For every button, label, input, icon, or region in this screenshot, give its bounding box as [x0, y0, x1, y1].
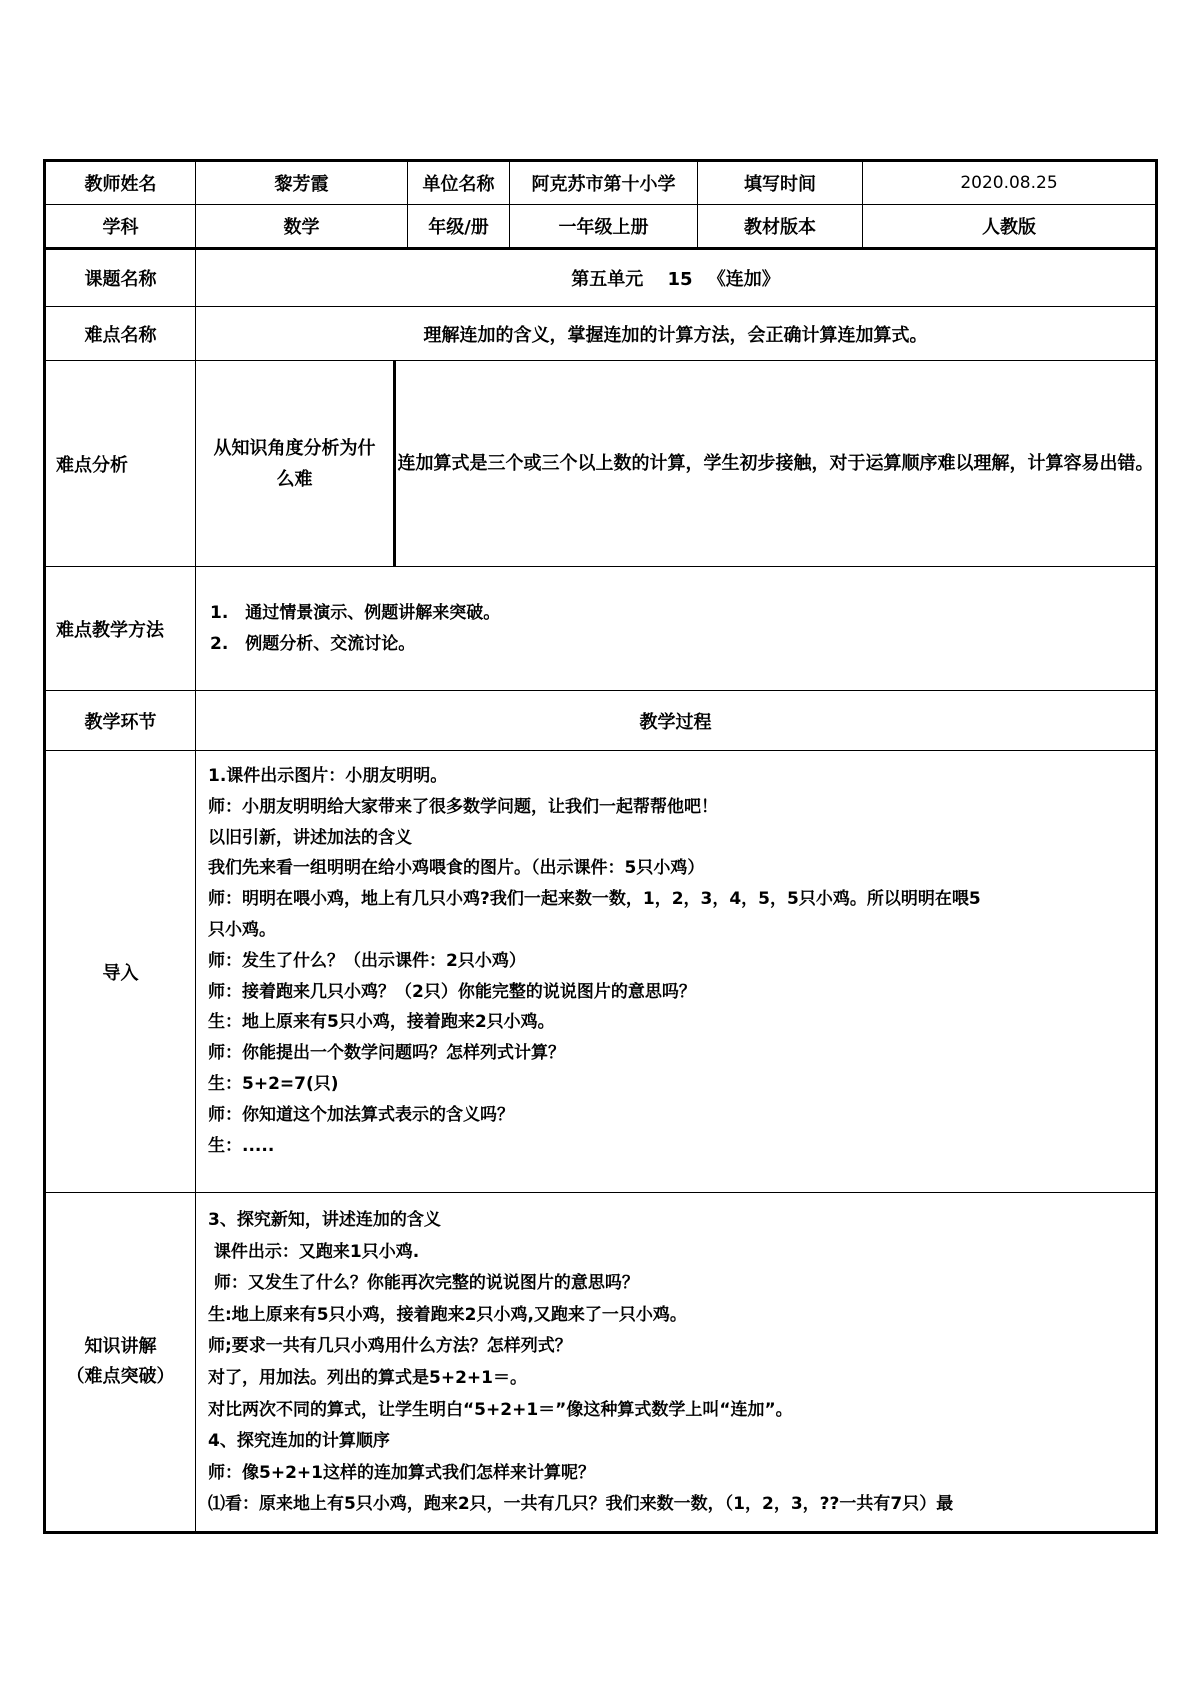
knowledge-label-line1: 知识讲解 [84, 1336, 157, 1357]
knowledge-line: 课件出示：又跑来1只小鸡. [208, 1241, 420, 1262]
knowledge-line: 生:地上原来有5只小鸡，接着跑来2只小鸡,又跑来了一只小鸡。 [208, 1304, 687, 1325]
intro-label: 导入 [45, 751, 196, 1193]
knowledge-line: 4、探究连加的计算顺序 [208, 1431, 390, 1452]
knowledge-line: 师;要求一共有几只小鸡用什么方法？怎样列式？ [208, 1336, 572, 1357]
analysis-text: 连加算式是三个或三个以上数的计算，学生初步接触，对于运算顺序难以理解，计算容易出错。 [395, 361, 1157, 567]
process-header: 教学过程 [196, 691, 1157, 751]
edition-value: 人教版 [863, 205, 1157, 249]
fill-date-value: 2020.08.25 [863, 161, 1157, 205]
method-label: 难点教学方法 [45, 567, 196, 691]
edition-label: 教材版本 [698, 205, 863, 249]
intro-line: 以旧引新，讲述加法的含义 [208, 827, 412, 848]
method-list [196, 567, 1157, 691]
topic-label: 课题名称 [45, 249, 196, 307]
teacher-name-value: 黎芳霞 [196, 161, 408, 205]
unit-name-value: 阿克苏市第十小学 [510, 161, 698, 205]
knowledge-line: 对了，用加法。列出的算式是5+2+1＝。 [208, 1367, 527, 1388]
intro-line: 生：地上原来有5只小鸡，接着跑来2只小鸡。 [208, 1012, 555, 1033]
knowledge-content [196, 1193, 1157, 1533]
subject-label: 学科 [45, 205, 196, 249]
fill-date-label: 填写时间 [698, 161, 863, 205]
knowledge-line: 师：又发生了什么？你能再次完整的说说图片的意思吗？ [208, 1273, 639, 1294]
grade-label: 年级/册 [408, 205, 510, 249]
difficulty-label: 难点名称 [45, 307, 196, 361]
difficulty-value: 理解连加的含义，掌握连加的计算方法，会正确计算连加算式。 [196, 307, 1157, 361]
intro-content [196, 751, 1157, 1193]
analysis-label: 难点分析 [45, 361, 196, 567]
method-item: 1. 通过情景演示、例题讲解来突破。 [210, 602, 501, 623]
subject-value: 数学 [196, 205, 408, 249]
intro-line: 1.课件出示图片：小朋友明明。 [208, 766, 448, 786]
topic-value: 第五单元 15 《连加》 [196, 249, 1157, 307]
knowledge-label [45, 1193, 196, 1533]
method-item: 2. 例题分析、交流讨论。 [210, 633, 416, 654]
intro-line: 只小鸡。 [208, 919, 276, 940]
knowledge-label-line2: （难点突破） [66, 1366, 175, 1387]
grade-value: 一年级上册 [510, 205, 698, 249]
knowledge-line: ⑴看：原来地上有5只小鸡，跑来2只，一共有几只？我们来数一数，（1，2，3，??一共有7只）最 [208, 1494, 954, 1515]
intro-line: 我们先来看一组明明在给小鸡喂食的图片。（出示课件：5只小鸡） [208, 858, 705, 879]
teacher-name-label: 教师姓名 [45, 161, 196, 205]
knowledge-line: 对比两次不同的算式，让学生明白“5+2+1＝”像这种算式数学上叫“连加”。 [208, 1399, 793, 1420]
intro-line: 师：接着跑来几只小鸡？（2只）你能完整的说说图片的意思吗？ [208, 981, 696, 1002]
analysis-angle: 从知识角度分析为什么难 [196, 361, 395, 567]
intro-line: 师：发生了什么？（出示课件：2只小鸡） [208, 950, 526, 971]
intro-line: 师：小朋友明明给大家带来了很多数学问题，让我们一起帮帮他吧！ [208, 796, 718, 817]
lesson-plan-table [43, 159, 1158, 1534]
knowledge-line: 3、探究新知，讲述连加的含义 [208, 1210, 441, 1230]
intro-line: 生：5+2=7(只) [208, 1073, 339, 1094]
intro-line: 师：明明在喂小鸡，地上有几只小鸡?我们一起来数一数，1，2，3，4，5，5只小鸡。所以明明在喂5 [208, 889, 981, 910]
knowledge-line: 师：像5+2+1这样的连加算式我们怎样来计算呢？ [208, 1462, 595, 1483]
unit-name-label: 单位名称 [408, 161, 510, 205]
intro-line: 师：你能提出一个数学问题吗？怎样列式计算？ [208, 1043, 565, 1064]
intro-line: 生：..... [208, 1135, 275, 1156]
stage-header: 教学环节 [45, 691, 196, 751]
intro-line: 师：你知道这个加法算式表示的含义吗？ [208, 1104, 514, 1125]
